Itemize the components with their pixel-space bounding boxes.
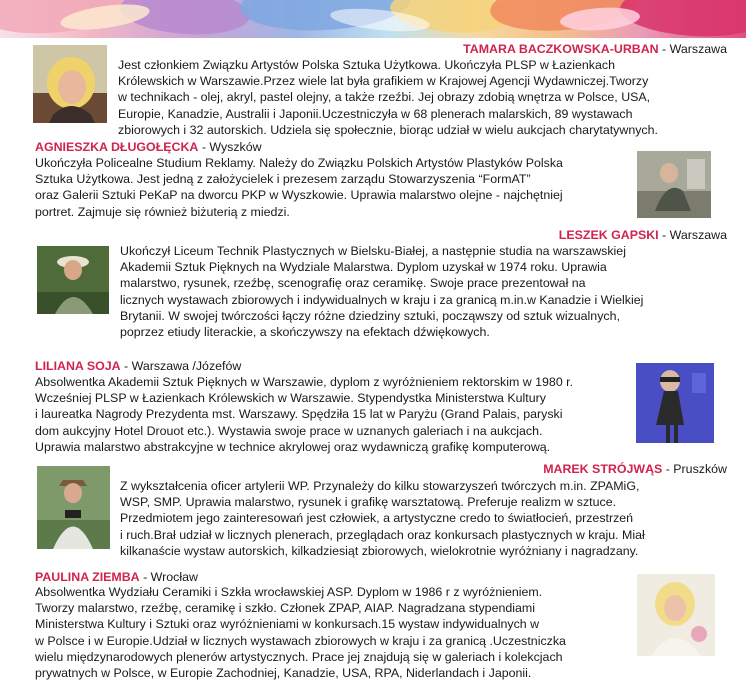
bio-line: Tworzy malarstwo, rzeźbę, ceramikę i szkło. Członek ZPAP, AIAP. Nagradzana stypendiami: [35, 601, 535, 616]
bio-line: Brytanii. W swojej twórczości łączy różne dziedziny sztuki, począwszy od sztuk wizualnych,: [120, 308, 620, 323]
artist-bio: [35, 584, 635, 681]
painted-banner: [0, 0, 746, 38]
artist-header: [35, 569, 198, 585]
bio-line: Jest członkiem Związku Artystów Polska Sztuka Użytkowa. Ukończyła PLSP w Łazienkach: [118, 58, 615, 72]
artist-name: MAREK STRÓJWĄS: [543, 462, 663, 476]
bio-line: Z wykształcenia oficer artylerii WP. Przynależy do kilku stowarzyszeń twórczych m.in. ZPAMiG,: [120, 479, 640, 493]
bio-line: w technikach - olej, akryl, pastel olejny, a także rzeźbi. Jej obrazy zdobią wnętrza w Polsce, USA,: [118, 90, 651, 105]
artist-name: AGNIESZKA DŁUGOŁĘCKA: [35, 140, 199, 154]
bio-line: w Polsce i w Europie.Udział w licznych wystawach zbiorowych w kraju i za granicą .Uczestniczka: [35, 633, 566, 648]
artist-name: TAMARA BACZKOWSKA-URBAN: [463, 42, 659, 56]
bio-line: Wcześniej PLSP w Łazienkach Królewskich w Warszawie. Stypendystka Ministerstwa Kultury: [35, 391, 546, 406]
artist-header: [35, 358, 241, 374]
portrait-photo-icon: [637, 574, 715, 656]
bio-line: Europie, Kanadzie, Australii i Japonii.Uczestniczyła w 68 plenerach malarskich, 89 wystawach: [118, 106, 633, 121]
bio-line: Akademii Sztuk Pięknych na Wydziale Malarstwa. Dyplom uzyskał w 1974 roku. Uprawia: [120, 260, 607, 275]
bio-line: kilkanaście wystaw autorskich, kilkadziesiąt zbiorowych, wielokrotnie wyróżniany i nagradzany.: [120, 543, 639, 558]
artist-city: - Warszawa: [658, 228, 727, 242]
portrait-photo-icon: [637, 151, 711, 218]
bio-line: Absolwentka Akademii Sztuk Pięknych w Warszawie, dyplom z wyróżnieniem rektorskim w 1980 r.: [35, 375, 574, 389]
bio-line: Przedmiotem jego zainteresowań jest człowiek, a artystyczne credo to światłocień, przestrzeń: [120, 511, 634, 526]
bio-line: malarstwo, rysunek, rzeźbę, scenografię oraz ceramikę. Swoje prace prezentował na: [120, 276, 586, 291]
artist-bio: [120, 243, 740, 340]
bio-line: Sztuka Użytkowa. Jest jedną z założycielek i prezesem zarządu Stowarzyszenia “FormAT”: [35, 172, 531, 187]
artist-header: [463, 41, 727, 57]
bio-line: prywatnych w Polsce, w Europie Zachodniej, Kanadzie, USA, RPA, Niderlandach i Japonii.: [35, 666, 532, 681]
artist-city: - Wrocław: [139, 570, 198, 584]
portrait-photo-icon: [636, 363, 714, 443]
artist-city: - Pruszków: [662, 462, 727, 476]
bio-line: portret. Zajmuje się również biżuterią z miedzi.: [35, 204, 290, 219]
bio-line: licznych wystawach zbiorowych i indywidualnych w kraju i za granicą m.in.w Kanadzie i Wielkiej: [120, 292, 644, 307]
portrait-photo-icon: [33, 45, 107, 123]
bio-line: Ministerstwa Kultury i Sztuki oraz wyróżnieniami w konkursach.15 wystaw indywidualnych w: [35, 617, 540, 632]
artist-city: - Warszawa /Józefów: [120, 359, 242, 373]
artist-bio: [35, 155, 635, 220]
artist-bio: [118, 57, 738, 138]
bio-line: Królewskich w Warszawie.Przez wiele lat była grafikiem w Krajowej Agencji Wydawniczej.Tworzy: [118, 74, 649, 89]
bio-line: i ruch.Brał udział w licznych plenerach, przeglądach oraz konkursach plastycznych w kraju. Miał: [120, 527, 645, 542]
artist-header: [543, 461, 727, 477]
artist-bio: [120, 478, 740, 559]
artist-bio: [35, 374, 635, 455]
artist-city: - Warszawa: [658, 42, 727, 56]
bio-line: Uprawia malarstwo abstrakcyjne w technice akrylowej oraz wydawniczą grafikę komputerową.: [35, 439, 551, 454]
artist-name: LESZEK GAPSKI: [558, 228, 659, 242]
bio-line: Absolwentka Wydziału Ceramiki i Szkła wrocławskiej ASP. Dyplom w 1986 r z wyróżnieniem.: [35, 585, 543, 599]
bio-line: WSP, SMP. Uprawia malarstwo, rysunek i grafikę warsztatową. Preferuje realizm w sztuce.: [120, 495, 617, 510]
artist-header: [559, 227, 727, 243]
bio-line: zbiorowych i 32 autorskich. Udziela się społecznie, biorąc udział w wielu aukcjach charytatywnych.: [118, 122, 658, 137]
artist-header: [35, 139, 262, 155]
bio-line: poprzez etiudy literackie, a skończywszy na efektach dźwiękowych.: [120, 325, 490, 340]
portrait-photo-icon: [37, 246, 109, 314]
bio-line: Ukończył Liceum Technik Plastycznych w Bielsku-Białej, a następnie studia na warszawskiej: [120, 244, 626, 258]
portrait-photo-icon: [37, 466, 110, 549]
bio-line: wielu międzynarodowych plenerów artystycznych. Prace jej znajdują się w galeriach i kolekcjach: [35, 649, 563, 664]
artist-city: - Wyszków: [198, 140, 262, 154]
artist-name: PAULINA ZIEMBA: [35, 570, 140, 584]
bio-line: i laureatka Nagrody Prezydenta mst. Warszawy. Spędziła 15 lat w Paryżu (Grand Palais, paryski: [35, 407, 563, 422]
bio-line: dom aukcyjny Hotel Drouot etc.). Wystawia swoje prace w uznanych galeriach i na aukcjach.: [35, 423, 543, 438]
bio-line: Ukończyła Policealne Studium Reklamy. Należy do Związku Polskich Artystów Plastyków Polska: [35, 156, 563, 170]
bio-line: oraz Galerii Sztuki PeKaP na dworcu PKP w Wyszkowie. Uprawia malarstwo olejne - najchętniej: [35, 188, 563, 203]
artist-name: LILIANA SOJA: [35, 359, 121, 373]
